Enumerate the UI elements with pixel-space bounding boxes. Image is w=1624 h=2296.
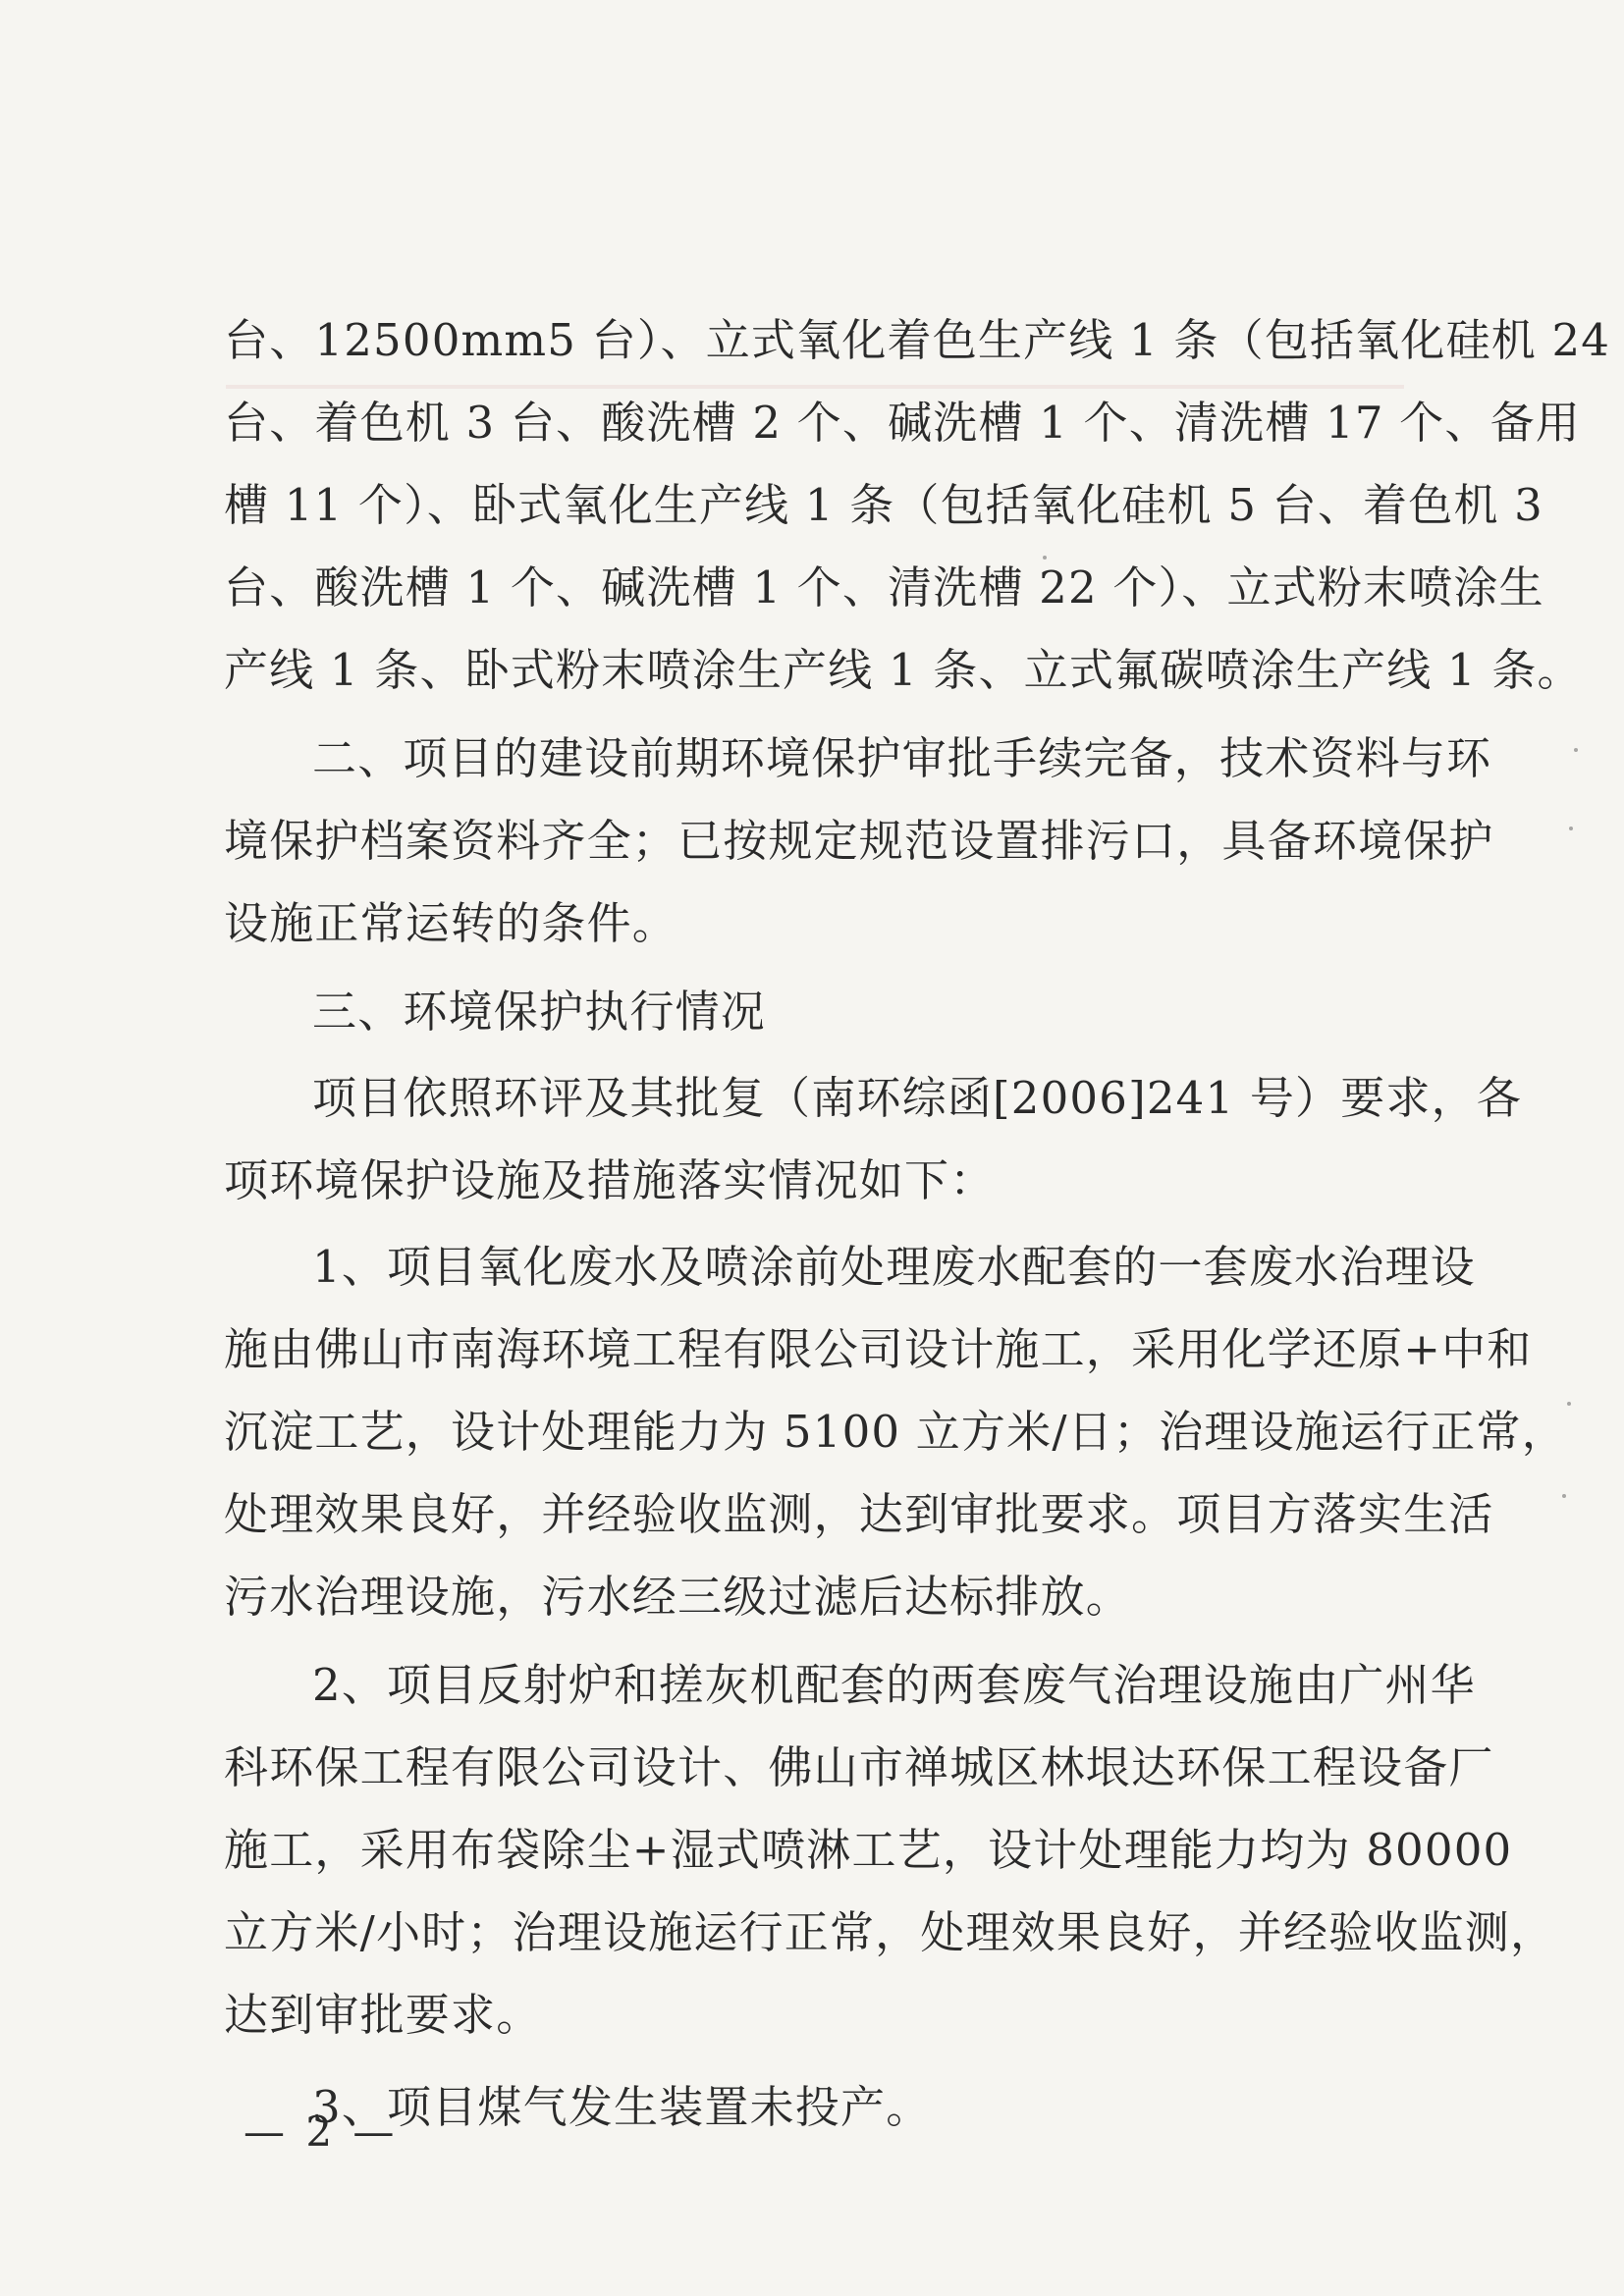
page-number: — 2 — bbox=[244, 2108, 399, 2156]
item-1-line-2: 施由佛山市南海环境工程有限公司设计施工，采用化学还原+中和 bbox=[224, 1323, 1533, 1375]
section-2-line-2: 境保护档案资料齐全；已按规定规范设置排污口，具备环境保护 bbox=[224, 815, 1494, 867]
item-3-line-1: 3、项目煤气发生装置未投产。 bbox=[312, 2081, 932, 2133]
item-2-line-4: 立方米/小时；治理设施运行正常，处理效果良好，并经验收监测， bbox=[224, 1906, 1556, 1958]
item-2-line-1: 2、项目反射炉和搓灰机配套的两套废气治理设施由广州华 bbox=[312, 1659, 1476, 1711]
body-line-1: 台、12500mm5 台）、立式氧化着色生产线 1 条（包括氧化硅机 24 bbox=[224, 314, 1611, 366]
item-1-line-5: 污水治理设施，污水经三级过滤后达标排放。 bbox=[224, 1571, 1132, 1623]
item-1-line-1: 1、项目氧化废水及喷涂前处理废水配套的一套废水治理设 bbox=[312, 1241, 1476, 1293]
item-1-line-4: 处理效果良好，并经验收监测，达到审批要求。项目方落实生活 bbox=[224, 1488, 1494, 1540]
item-2-line-5: 达到审批要求。 bbox=[224, 1989, 542, 2041]
item-1-line-3: 沉淀工艺，设计处理能力为 5100 立方米/日；治理设施运行正常， bbox=[224, 1406, 1567, 1458]
body-line-2: 台、着色机 3 台、酸洗槽 2 个、碱洗槽 1 个、清洗槽 17 个、备用 bbox=[224, 397, 1581, 449]
section-3-intro-line-2: 项环境保护设施及措施落实情况如下： bbox=[224, 1154, 996, 1206]
body-line-4: 台、酸洗槽 1 个、碱洗槽 1 个、清洗槽 22 个）、立式粉末喷涂生 bbox=[224, 561, 1544, 614]
item-2-line-2: 科环保工程有限公司设计、佛山市禅城区林垠达环保工程设备厂 bbox=[224, 1741, 1494, 1793]
body-line-3: 槽 11 个）、卧式氧化生产线 1 条（包括氧化硅机 5 台、着色机 3 bbox=[224, 479, 1543, 531]
section-3-heading: 三、环境保护执行情况 bbox=[312, 986, 767, 1038]
section-3-intro-line-1: 项目依照环评及其批复（南环综函[2006]241 号）要求，各 bbox=[312, 1072, 1523, 1124]
section-2-line-1: 二、项目的建设前期环境保护审批手续完备，技术资料与环 bbox=[312, 732, 1492, 784]
section-2-line-3: 设施正常运转的条件。 bbox=[224, 897, 678, 949]
body-line-5: 产线 1 条、卧式粉末喷涂生产线 1 条、立式氟碳喷涂生产线 1 条。 bbox=[224, 644, 1583, 696]
item-2-line-3: 施工，采用布袋除尘+湿式喷淋工艺，设计处理能力均为 80000 bbox=[224, 1824, 1513, 1876]
